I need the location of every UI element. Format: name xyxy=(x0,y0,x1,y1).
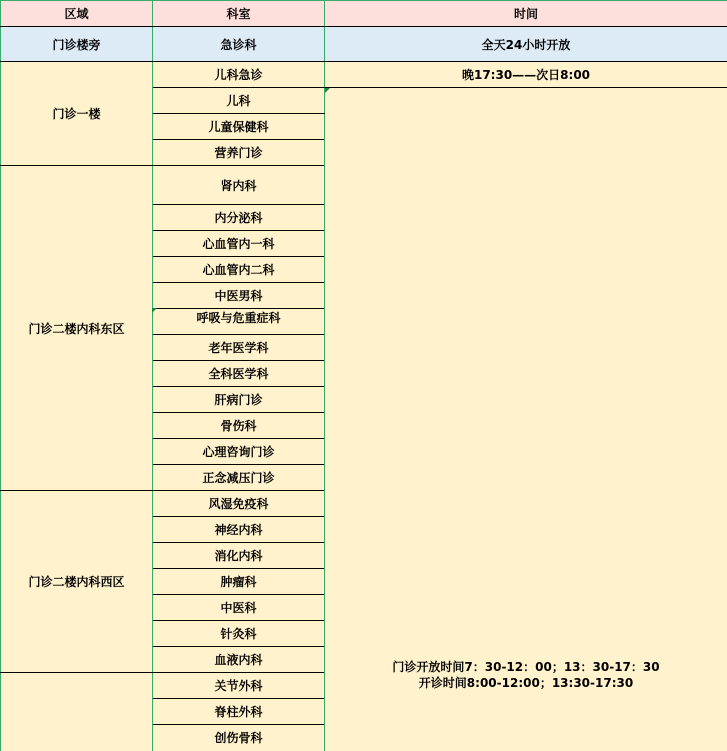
dept-cell: 肝病门诊 xyxy=(153,387,325,413)
header-dept: 科室 xyxy=(153,1,325,27)
dept-cell: 全科医学科 xyxy=(153,361,325,387)
dept-cell: 风湿免疫科 xyxy=(153,491,325,517)
emergency-time: 全天24小时开放 xyxy=(325,27,727,62)
zone-cell: 门诊二楼内科东区 xyxy=(1,166,153,491)
cell-comment-marker xyxy=(325,88,330,93)
dept-cell: 中医科 xyxy=(153,595,325,621)
header-row xyxy=(1,1,727,27)
dept-cell: 脊柱外科 xyxy=(153,699,325,725)
dept-cell: 儿科急诊 xyxy=(153,62,325,88)
dept-cell: 心理咨询门诊 xyxy=(153,439,325,465)
dept-cell: 心血管内一科 xyxy=(153,231,325,257)
dept-cell: 针灸科 xyxy=(153,621,325,647)
dept-cell: 创伤骨科 xyxy=(153,725,325,751)
dept-cell: 肿瘤科 xyxy=(153,569,325,595)
dept-cell: 儿童保健科 xyxy=(153,114,325,140)
outpatient-time-cell xyxy=(325,88,727,751)
dept-cell: 血液内科 xyxy=(153,647,325,673)
zone-cell: 门诊二楼内科西区 xyxy=(1,491,153,673)
dept-cell: 神经内科 xyxy=(153,517,325,543)
dept-cell: 儿科 xyxy=(153,88,325,114)
outpatient-time-line1: 门诊开放时间7：30-12：00；13：30-17：30 xyxy=(325,659,727,675)
dept-cell: 正念减压门诊 xyxy=(153,465,325,491)
night-time-cell: 晚17:30——次日8:00 xyxy=(325,62,727,88)
cell-comment-marker xyxy=(152,308,157,313)
dept-cell: 骨伤科 xyxy=(153,413,325,439)
outpatient-time-note xyxy=(325,659,727,751)
dept-cell: 消化内科 xyxy=(153,543,325,569)
header-time: 时间 xyxy=(325,1,727,27)
emergency-area: 门诊楼旁 xyxy=(1,27,153,62)
table-row xyxy=(1,62,727,88)
dept-cell: 肾内科 xyxy=(153,166,325,205)
outpatient-time-line2: 开诊时间8:00-12:00；13:30-17:30 xyxy=(325,675,727,691)
dept-cell: 中医男科 xyxy=(153,283,325,309)
dept-cell: 呼吸与危重症科 xyxy=(153,309,325,335)
emergency-dept: 急诊科 xyxy=(153,27,325,62)
dept-cell: 心血管内二科 xyxy=(153,257,325,283)
dept-cell: 关节外科 xyxy=(153,673,325,699)
zone-cell: 门诊一楼 xyxy=(1,62,153,166)
emergency-row xyxy=(1,27,727,62)
dept-cell: 内分泌科 xyxy=(153,205,325,231)
zone-cell xyxy=(1,673,153,751)
dept-cell: 营养门诊 xyxy=(153,140,325,166)
header-area: 区域 xyxy=(1,1,153,27)
dept-cell: 老年医学科 xyxy=(153,335,325,361)
